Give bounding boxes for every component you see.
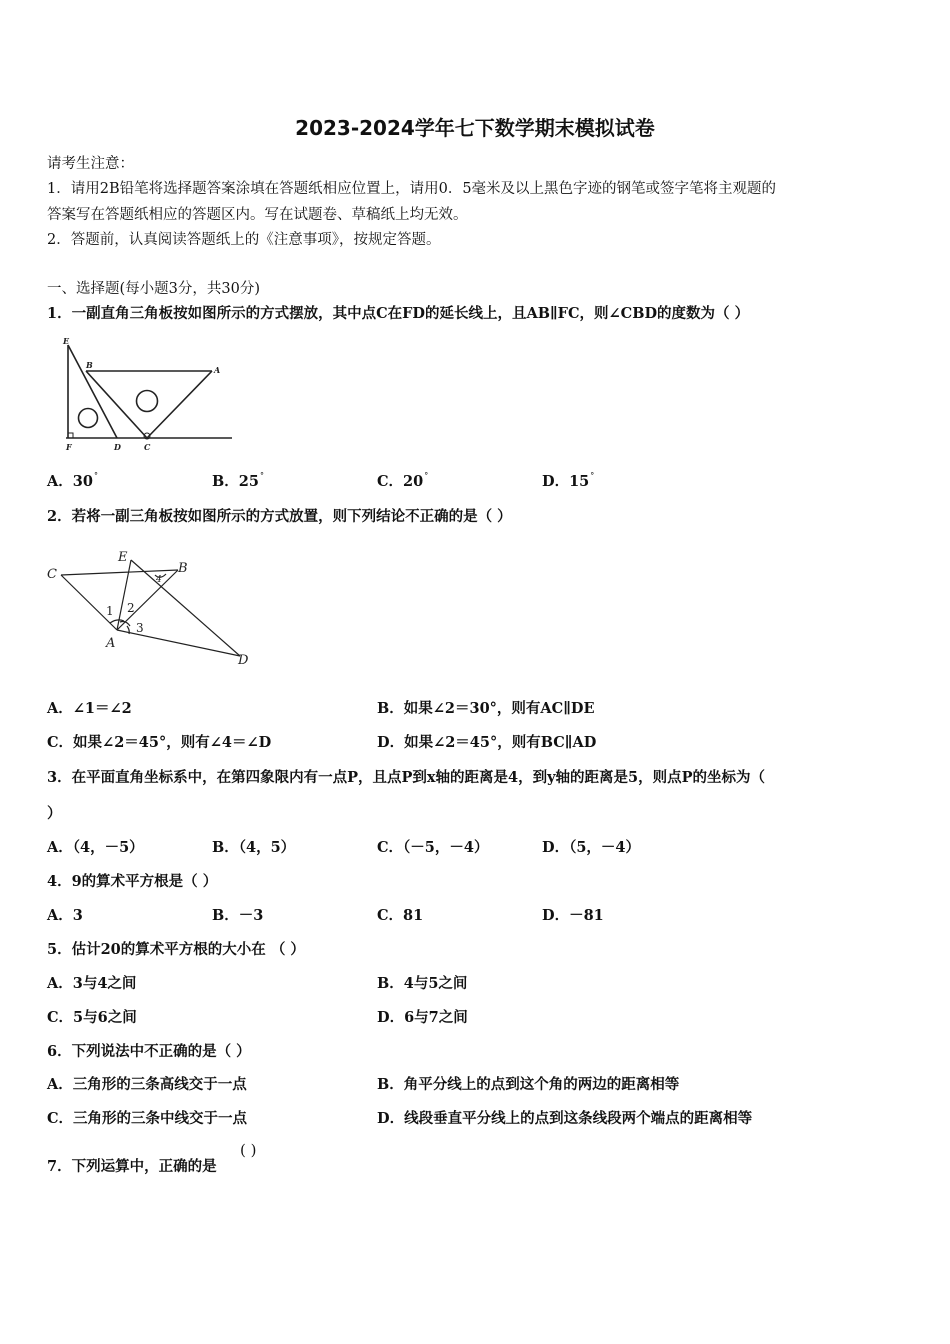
q5-option-c: C．5与6之间 <box>47 1009 137 1026</box>
question-2-figure <box>45 545 255 670</box>
question-3-stem-close: ） <box>47 805 62 822</box>
section-heading: 一、选择题(每小题3分，共30分) <box>47 281 260 297</box>
q2-option-b: B．如果∠2＝30°，则有AC∥DE <box>377 700 595 717</box>
notice-line-1a: 1．请用2B铅笔将选择题答案涂填在答题纸相应位置上，请用0．5毫米及以上黑色字迹的钢笔或签字笔将主观题的 <box>47 181 777 197</box>
question-3-stem: 3．在平面直角坐标系中，在第四象限内有一点P，且点P到x轴的距离是4，到y轴的距离是5，则点P的坐标为（ <box>47 769 766 786</box>
q4-option-b: B．－3 <box>212 907 264 924</box>
label-D: D <box>238 653 249 668</box>
label-C: C <box>47 567 57 582</box>
q5-option-d: D．6与7之间 <box>377 1009 468 1026</box>
q6-option-d: D．线段垂直平分线上的点到这条线段两个端点的距离相等 <box>377 1110 753 1127</box>
label-E: E <box>118 550 128 565</box>
label-B: B <box>86 360 93 370</box>
question-1-stem: 1．一副直角三角板按如图所示的方式摆放，其中点C在FD的延长线上，且AB∥FC，则∠CBD的度数为（ ） <box>47 305 750 322</box>
question-6-stem: 6．下列说法中不正确的是（ ） <box>47 1043 251 1060</box>
q4-option-a: A．3 <box>47 907 83 924</box>
q5-option-b: B．4与5之间 <box>377 975 468 992</box>
label-A: A <box>214 365 221 375</box>
q1-option-a: A．30° <box>47 471 98 490</box>
question-5-stem: 5．估计20的算术平方根的大小在 （ ） <box>47 941 305 958</box>
q1-option-c: C．20° <box>377 471 429 490</box>
angle-1-label: 1 <box>106 604 114 618</box>
notice-heading: 请考生注意： <box>47 156 134 172</box>
question-1-figure <box>55 335 240 455</box>
label-A: A <box>106 636 116 651</box>
q5-option-a: A．3与4之间 <box>47 975 137 992</box>
label-D: D <box>114 442 121 452</box>
q3-option-a: A．（4，－5） <box>47 839 144 856</box>
question-2-stem: 2．若将一副三角板按如图所示的方式放置，则下列结论不正确的是（ ） <box>47 508 512 525</box>
q1-option-d: D．15° <box>542 471 595 490</box>
q4-option-c: C．81 <box>377 907 424 924</box>
q1-option-b: B．25° <box>212 471 264 490</box>
q2-option-d: D．如果∠2＝45°，则有BC∥AD <box>377 734 597 751</box>
q6-option-c: C．三角形的三条中线交于一点 <box>47 1110 248 1127</box>
angle-2-label: 2 <box>127 601 135 615</box>
label-C: C <box>144 442 151 452</box>
page-title: 2023-2024学年七下数学期末模拟试卷 <box>295 116 655 140</box>
question-7-paren: ( ) <box>240 1141 257 1159</box>
angle-3-label: 3 <box>136 621 144 635</box>
label-B: B <box>178 561 188 576</box>
q3-option-c: C．（－5，－4） <box>377 839 489 856</box>
q2-option-a: A．∠1＝∠2 <box>47 700 132 717</box>
label-F: F <box>66 442 72 452</box>
q6-option-b: B．角平分线上的点到这个角的两边的距离相等 <box>377 1076 680 1093</box>
notice-line-2: 2．答题前，认真阅读答题纸上的《注意事项》，按规定答题。 <box>47 232 441 248</box>
question-7-stem: 7．下列运算中，正确的是 <box>47 1158 217 1175</box>
angle-4-label: 4 <box>156 575 162 585</box>
question-4-stem: 4．9的算术平方根是（ ） <box>47 873 218 890</box>
label-E: E <box>63 336 70 346</box>
q6-option-a: A．三角形的三条高线交于一点 <box>47 1076 247 1093</box>
q2-option-c: C．如果∠2＝45°，则有∠4＝∠D <box>47 734 272 751</box>
q3-option-b: B．（4，5） <box>212 839 296 856</box>
notice-line-1b: 答案写在答题纸相应的答题区内。写在试题卷、草稿纸上均无效。 <box>47 207 468 223</box>
q3-option-d: D．（5，－4） <box>542 839 641 856</box>
q4-option-d: D．－81 <box>542 907 604 924</box>
